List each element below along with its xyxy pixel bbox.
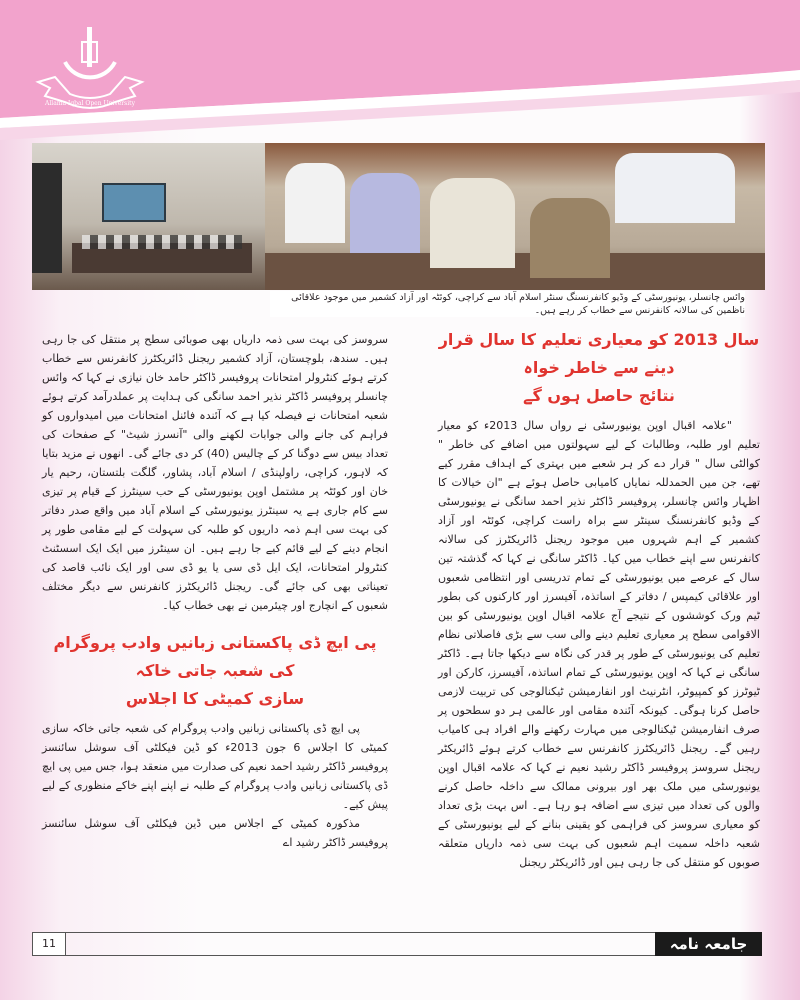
- footer-rule: [65, 932, 655, 956]
- article-right-column: [438, 326, 760, 872]
- article-left-column: [42, 330, 388, 852]
- text-line: کراچی، راولپنڈی / اسلام آباد، پشاور، گلگت بلتستان، رحیم یار خان اور کوئٹہ پر مشتمل اوپن: [42, 466, 388, 498]
- text-line: شعبوں کی بہت سی ذمہ داریاں متعلقہ صوبوں کو منتقل کی جا رہی ہیں اور ڈائریکٹر ریجنل: [438, 837, 760, 869]
- text-line: ریجنل ڈائریکٹرز کی سالانہ کانفرنس سے اپنے خطاب میں کیا۔ ڈاکٹر سانگی نے کہا کہ: [438, 533, 760, 565]
- text-line: عملدرآمد کرتے ہوئے شعبہ امتحانات نے فیصلہ کیا ہے کہ آئندہ فائنل امتحانات میں: [42, 390, 389, 422]
- text-line: وطالبات کے لیے سہولتوں میں اضافے کی خاطر " کوالٹی سال " قرار دے کر ہر شعبے: [438, 438, 761, 470]
- article-body-left: [42, 330, 388, 615]
- logo-text: Allama Iqbal Open University: [45, 100, 135, 107]
- text-line: گی۔ ریجنل ڈائریکٹرز کانفرنس سے دیگر مختلف شعبوں کے انچارج اور چیئرمین نے بھی: [42, 580, 388, 612]
- vice-chancellor-conference-photo: [265, 143, 765, 290]
- text-line: کہا کہ اوپن یونیورسٹی کے تمام اساتذہ، آفیسرز، کارکن اور ٹیوٹرز کو کمپیوٹر، انٹرنیٹ اور: [438, 666, 760, 698]
- text-line: کو معیاری سروسز کی فراہمی کو یقینی بنانے کے لیے یونیورسٹی کے شعبہ داخلہ سمیت اہم: [438, 818, 760, 850]
- headline-line: سال 2013 کو معیاری تعلیم کا سال قرار دینے سے خاطر خواہ: [438, 330, 760, 377]
- magazine-name-label: جامعہ نامہ: [655, 932, 762, 956]
- text-line: خاکے منظوری کے لیے پیش کیے۔: [42, 779, 388, 811]
- text-line: امیدواروں کو فراہم کی جانے والی جوابات لکھنے والی "آنسرز شیٹ" کے صفحات کی تعداد: [42, 409, 388, 460]
- university-logo: [30, 22, 150, 117]
- text-line: یونیورسٹی کے حب سینٹرز کے قیام پر تیزی سے کام جاری ہے یہ سینٹرز یونیورسٹی کے اسلام: [42, 485, 388, 517]
- text-line: بیس سے دوگنا کر کے چالیس (40) کر دی جائے گی۔ انھوں نے مزید بتایا کہ لاہور،: [42, 447, 388, 479]
- text-line: مذکورہ کمیٹی کے اجلاس میں ڈین فیکلٹی آف سوشل سائنسز پروفیسر ڈاکٹر رشید اے: [42, 817, 388, 849]
- text-line: "ان خیالات کا اظہار وائس چانسلر، پروفیسر ڈاکٹر نذیر احمد سانگی نے یونیورسٹی کے وڈیو: [438, 476, 761, 527]
- text-line: ڈاکٹر حامد خان نیازی نے کہا کہ وائس چانسلر پروفیسر ڈاکٹر نذیر احمد سانگی کی ہدایت پر: [42, 371, 388, 403]
- text-line: گے۔ ریجنل ڈائریکٹرز کانفرنس سے خطاب کرتے ہوئے ڈائریکٹر ریجنل سروسز پروفیسر: [438, 742, 761, 774]
- text-line: کانفرنسنگ سینٹر سے براہ راست کراچی، کوئٹہ اور آزاد کشمیر کے اہم شہروں میں موجود: [438, 514, 761, 546]
- text-line: فاصلاتی نظام تعلیم کی یونیورسٹی کے طور پر قدر کی نگاہ سے دیکھا جاتا ہے۔ ڈاکٹر سانگی نے: [438, 628, 760, 679]
- text-line: انفارمیشن ٹیکنالوجی کی تربیت لازمی حاصل کرنا ہوگی۔ کیونکہ آئندہ مقامی اور عالمی ہر دو: [438, 685, 761, 717]
- text-line: پی ایچ ڈی پاکستانی زبانیں وادب پروگرام کی شعبہ جاتی خاکہ سازی کمیٹی کا: [42, 722, 388, 754]
- text-line: آباد میں واقع صدر دفاتر کی بہت سی اہم ذمہ داریوں کو طلبہ کی سہولت کے لیے مقامی طور: [42, 504, 388, 536]
- text-line: آزاد کشمیر ریجنل ڈائریکٹرز کانفرنس سے خطاب کرتے ہوئے کنٹرولر امتحانات پروفیسر: [42, 352, 388, 384]
- text-line: پر انجام دینے کے لیے قائم کیے جا رہے ہیں۔ ان سینٹرز میں ایک ایک اسسٹنٹ کنٹرولر: [42, 523, 389, 574]
- phd-article-body: [42, 719, 388, 814]
- article-headline-quality-year: [438, 326, 760, 410]
- text-line: اجلاس 6 جون 2013ء کو ڈین فیکلٹی آف سوشل سائنسز پروفیسر ڈاکٹر رشید احمد نعیم کی صدارت: [42, 741, 389, 773]
- text-line: سطحوں پر صرف انفارمیشن ٹیکنالوجی میں مہارت رکھنے والے افراد ہی کامیاب رہیں: [438, 704, 760, 755]
- text-line: علامہ اقبال اوپن یونیورسٹی کو بین الاقوامی سطح پر معیاری تعلیم دینے والی سب سے بڑی: [438, 609, 760, 641]
- photo-caption: وائس چانسلر، یونیورسٹی کے وڈیو کانفرنسنگ سنٹر اسلام آباد سے کراچی، کوئٹہ اور آزاد کشمیر میں موجود علاقائی ناظمین کی سالانہ کانفرنس سے خطاب کر رہے ہیں۔: [270, 291, 745, 317]
- text-line: میں بہتری کے اہداف مقرر کیے تھے، جن میں الحمدللہ نمایاں کامیابی حاصل ہوئے ہے: [438, 457, 761, 489]
- phd-article-body-continued: [42, 814, 388, 852]
- text-line: امتحانات، ایک ایل ڈی سی یا یو ڈی سی اور ایک نائب قاصد کی تعیناتی بھی کی جائے: [42, 561, 388, 593]
- article-body-right: [438, 416, 760, 872]
- headline-line: سازی کمیٹی کا اجلاس: [125, 689, 305, 708]
- conference-room-photo: [32, 143, 265, 290]
- text-line: سروسز کی بہت سی ذمہ داریاں بھی صوبائی سطح پر منتقل کی جا رہی ہیں۔ سندھ، بلوچستان،: [42, 333, 388, 365]
- article-headline-phd-committee: [42, 629, 388, 713]
- headline-line: نتائج حاصل ہوں گے: [523, 386, 675, 405]
- headline-line: پی ایچ ڈی پاکستانی زبانیں وادب پروگرام کی شعبہ جاتی خاکہ: [53, 633, 377, 680]
- text-line: داخلہ حاصل کرنے والوں کی تعداد میں تیزی سے اضافہ ہو رہا ہے۔ اس بہت بڑی تعداد: [438, 780, 760, 812]
- text-line: خطاب کیا۔: [162, 599, 214, 612]
- text-line: کیمپس / دفاتر کے اساتذہ، آفیسرز اور کارکنوں کی بطور ٹیم ورک کوششوں کے نتیجے آج: [438, 590, 760, 622]
- text-line: میں منعقد ہوا، جس میں پی ایچ ڈی پاکستانی زبانیں وادب پروگرام کے طلبہ نے اپنے اپنے: [42, 760, 388, 792]
- text-line: گذشتہ تین سال کے عرصے میں یونیورسٹی کے تمام تدریسی اور انتظامی شعبوں اور علاقائی: [438, 552, 760, 603]
- page-number: 11: [32, 932, 66, 956]
- text-line: "علامہ اقبال اوپن یونیورسٹی نے رواں سال 2013ء کو معیار تعلیم اور طلبہ،: [438, 419, 760, 451]
- text-line: ڈاکٹر رشید نعیم نے کہا کہ علامہ اقبال اوپن یونیورسٹی میں ملک بھر اور بیرونی ممالک سے: [438, 761, 760, 793]
